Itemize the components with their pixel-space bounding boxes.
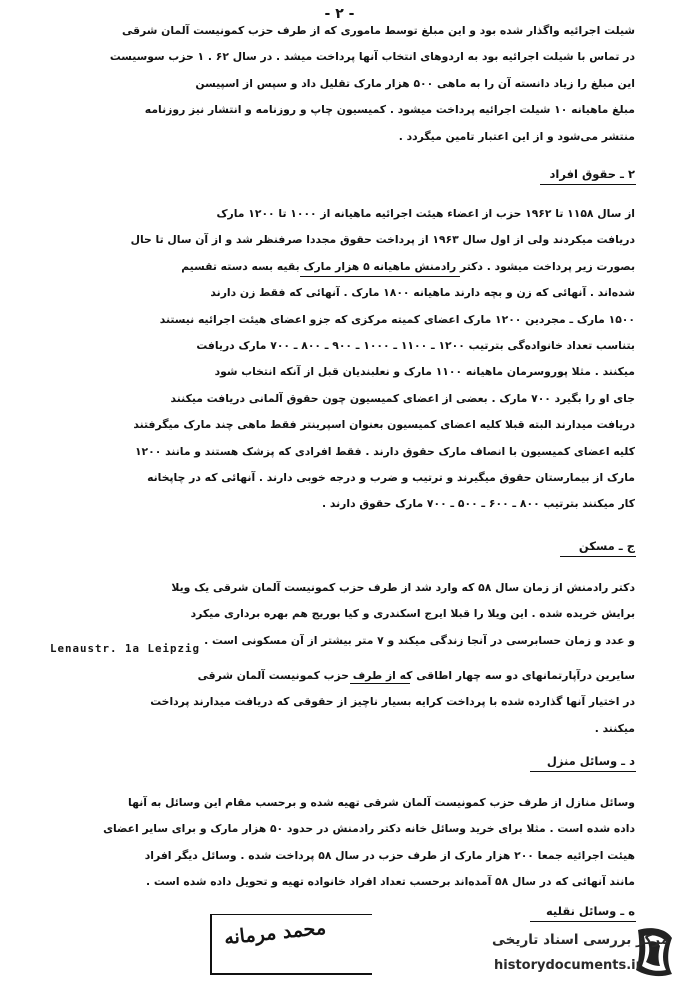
text-line: و عدد و زمان حسابرسی در آنجا زندگی میکند و ۷ متر بیشتر از آن مسکونی است . — [204, 633, 635, 647]
text-line: در اختیار آنها گذارده شده با پرداخت کرایه بسیار ناچیز از حقوقی که دریافت میدارند پرداخت — [150, 695, 635, 709]
text-line: بصورت زیر پرداخت میشود . دکتر رادمنش ماهیانه ۵ هزار مارک بقیه بسه دسته تقسیم — [181, 259, 635, 273]
handwritten-signature: محمد مرمانه — [223, 916, 327, 950]
text-line: مبلغ ماهیانه ۱۰ شیلت اجرائیه پرداخت میشود . کمیسیون چاپ و روزنامه و انتشار نیز روزنامه — [144, 103, 635, 117]
text-line: میکنند . — [594, 721, 635, 735]
text-line: این مبلغ را زیاد دانسته آن را به ماهی ۵۰۰ هزار مارک تقلیل داد و سپس از اسپیسن — [195, 76, 635, 90]
section-heading-housing: ج ـ مسکن — [578, 539, 635, 553]
text-line: مانند آنهائی که در سال ۵۸ آمده‌اند برحسب تعداد افراد خانواده تهیه و تحویل داده شده است . — [145, 875, 635, 889]
section-heading-furniture: د ـ وسائل منزل — [546, 754, 635, 768]
text-line: دریافت میدارند البته قبلا کلیه اعضای کمیسیون بعنوان اسپرینتر فقط ماهی چند مارک میگرفتند — [133, 418, 635, 432]
text-line: از سال ۱۱۵۸ تا ۱۹۶۲ حزب از اعضاء هیئت اجرائیه ماهیانه از ۱۰۰۰ تا ۱۲۰۰ مارک — [216, 207, 635, 220]
text-line: شده‌اند . آنهائی که زن و بچه دارند ماهیانه ۱۸۰۰ مارک . آنهائی که فقط زن دارند — [210, 286, 635, 300]
text-line: سایرین درآپارتمانهای دو سه چهار اطاقی که از طرف حزب کمونیست آلمان شرقی — [197, 669, 635, 682]
text-line: جای او را بگیرد ۷۰۰ مارک . بعضی از اعضای کمیسیون چون حقوق آلمانی دریافت میکنند — [170, 391, 635, 405]
section-heading-transport: ه ـ وسائل نقلیه — [545, 904, 635, 918]
handwritten-dash — [350, 683, 410, 684]
section-heading-salaries: ۲ ـ حقوق افراد — [549, 167, 635, 181]
text-line: شیلت اجرائیه واگذار شده بود و این مبلغ توسط ماموری که از طرف حزب کمونیست آلمان شرقی — [122, 24, 635, 37]
text-line: منتشر می‌شود و از این اعتبار تامین میگردد . — [398, 129, 635, 143]
heading-underline — [530, 921, 636, 922]
text-line: ۱۵۰۰ مارک ـ مجردین ۱۲۰۰ مارک اعضای کمیته مرکزی که جزو اعضای هیئت اجرائیه نیستند — [159, 312, 635, 326]
heading-underline — [560, 556, 636, 557]
text-line: بتناسب تعداد خانواده‌گی بترتیب ۱۲۰۰ ـ ۱۱۰۰ ـ ۱۰۰۰ ـ ۹۰۰ ـ ۸۰۰ ـ ۷۰۰ مارک دریافت — [196, 338, 635, 352]
heading-underline — [540, 184, 636, 185]
handwritten-underline — [300, 276, 460, 277]
text-line: کار میکنند بترتیب ۸۰۰ ـ ۶۰۰ ـ ۵۰۰ ـ ۷۰۰ مارک حقوق دارند . — [322, 497, 635, 511]
text-line: در تماس با شیلت اجرائیه بود به اردوهای انتخاب آنها پرداخت میشد . در سال ۶۲ . ۱ حزب سوسیست — [109, 50, 635, 64]
heading-underline — [530, 771, 636, 772]
text-line: کلیه اعضای کمیسیون با انصاف مارک حقوق دارند . فقط افرادی که پزشک هستند و مانند ۱۲۰۰ — [134, 444, 635, 458]
intro-paragraph — [50, 24, 635, 156]
text-line: دکتر رادمنش از زمان سال ۵۸ که وارد شد از طرف حزب کمونیست آلمان شرقی یک ویلا — [171, 581, 635, 594]
text-line: هیئت اجرائیه جمعا ۲۰۰ هزار مارک از طرف حزب در سال ۵۸ پرداخت شده . وسائل دیگر افراد — [144, 848, 635, 862]
text-line: دریافت میکردند ولی از اول سال ۱۹۶۳ از پرداخت حقوق مجددا صرفنظر شد و از آن سال تا حال — [130, 233, 635, 247]
address-text: Lenaustr. 1a Leipzig — [50, 642, 201, 655]
text-line: برایش خریده شده . این ویلا را قبلا ایرج اسکندری و کیا بوریج هم بهره برداری میکرد — [190, 607, 635, 621]
text-line: وسائل منازل از طرف حزب کمونیست آلمان شرقی تهیه شده و برحسب مقام این وسائل به آنها — [128, 796, 635, 809]
text-line: داده شده است . مثلا برای خرید وسائل خانه دکتر رادمنش در حدود ۵۰ هزار مارک و برای سایر اعضای — [103, 822, 635, 836]
furniture-paragraph — [50, 796, 635, 902]
text-line: میکنند . مثلا پوروسرمان ماهیانه ۱۱۰۰ مارک و نعلبندیان قبل از آنکه انتخاب شود — [214, 365, 635, 379]
watermark-title: مرکز بررسی اسناد تاریخی — [492, 932, 670, 948]
text-line: مارک از بیمارستان حقوق میگیرند و ترتیب و ضرب و درجه خوبی دارند . آنهائی که در چاپخانه — [147, 470, 635, 484]
page-number: - ۲ - — [324, 6, 355, 22]
salaries-paragraph — [50, 207, 635, 524]
housing-paragraph-2 — [50, 669, 635, 748]
watermark-url: historydocuments.ir — [494, 958, 643, 973]
